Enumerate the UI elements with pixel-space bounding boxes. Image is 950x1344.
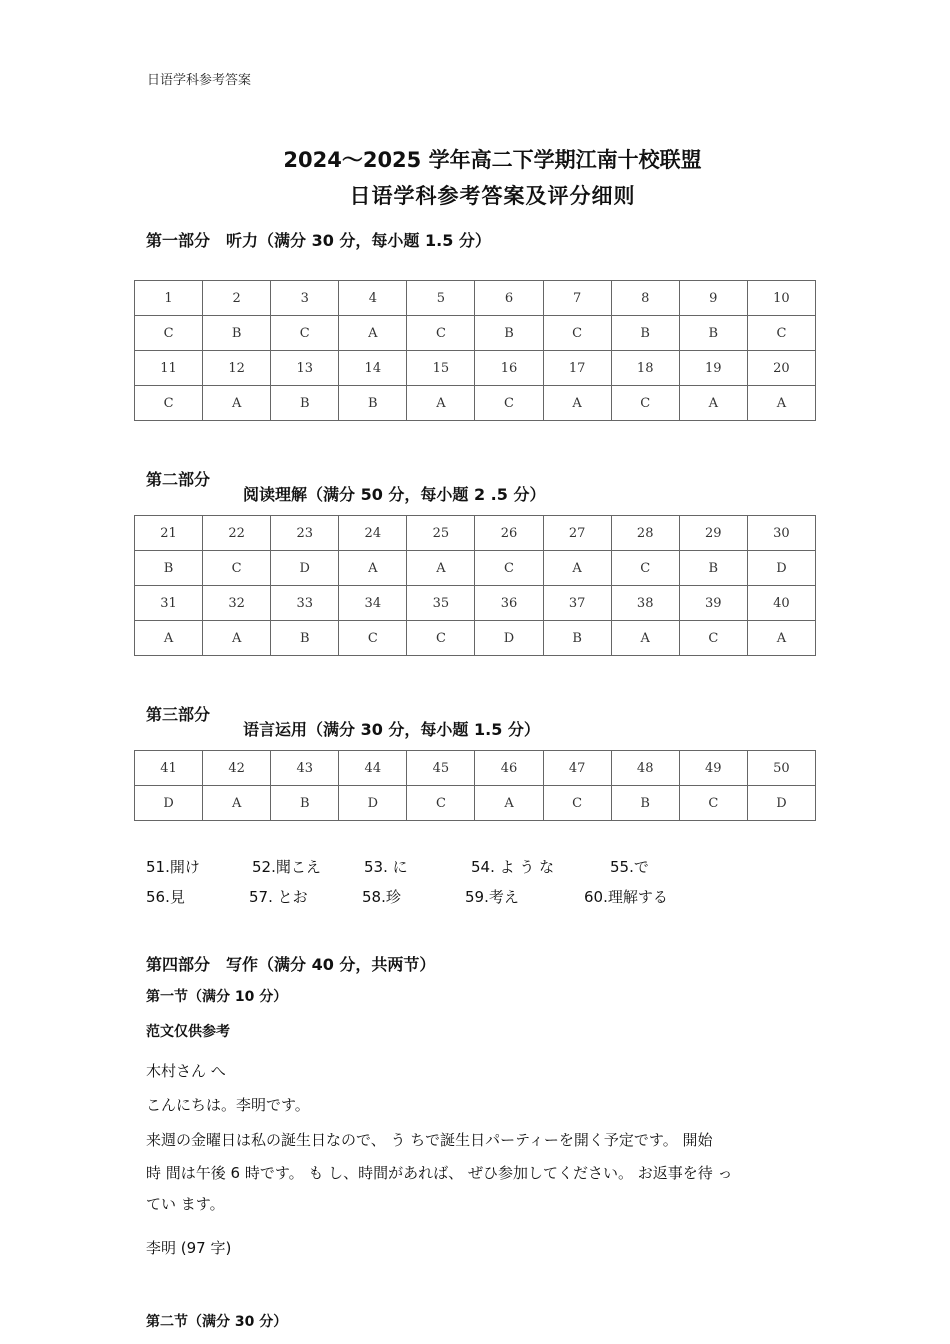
- part2-heading: 阅读理解（满分 50 分，每小题 2 .5 分）: [243, 485, 546, 504]
- answer-cell: B: [339, 386, 407, 421]
- question-number-cell: 42: [203, 751, 271, 786]
- answer-cell: B: [611, 316, 679, 351]
- answer-cell: A: [203, 786, 271, 821]
- question-number-cell: 33: [271, 586, 339, 621]
- answer-58: 58.珍: [362, 888, 401, 906]
- question-number-row: [135, 516, 816, 551]
- question-number-cell: 23: [271, 516, 339, 551]
- answer-cell: C: [135, 386, 203, 421]
- question-number-cell: 20: [747, 351, 815, 386]
- answer-cell: C: [543, 786, 611, 821]
- question-number-cell: 18: [611, 351, 679, 386]
- question-number-cell: 47: [543, 751, 611, 786]
- question-number-cell: 46: [475, 751, 543, 786]
- letter-greeting: こんにちは。李明です。: [146, 1096, 310, 1114]
- answer-cell: C: [271, 316, 339, 351]
- answer-cell: A: [407, 551, 475, 586]
- letter-line-1: 来週の金曜日は私の誕生日なので、 う ちで誕生日パーティーを開く予定です。 開始: [146, 1131, 713, 1149]
- question-number-cell: 6: [475, 281, 543, 316]
- answer-cell: D: [271, 551, 339, 586]
- part3-answer-table: [134, 750, 816, 821]
- page-subtitle: 日语学科参考答案及评分细则: [349, 184, 636, 208]
- answer-cell: A: [679, 386, 747, 421]
- answer-cell: C: [407, 621, 475, 656]
- question-number-cell: 45: [407, 751, 475, 786]
- answer-cell: D: [747, 551, 815, 586]
- answer-52: 52.聞こえ: [252, 858, 321, 876]
- answer-cell: D: [747, 786, 815, 821]
- question-number-cell: 49: [679, 751, 747, 786]
- question-number-row: [135, 281, 816, 316]
- answer-54: 54. よ う な: [471, 858, 555, 876]
- header-note: 日语学科参考答案: [147, 73, 252, 88]
- answer-cell: C: [679, 786, 747, 821]
- answer-cell: B: [271, 786, 339, 821]
- question-number-cell: 38: [611, 586, 679, 621]
- part2-label: 第二部分: [146, 470, 211, 489]
- answer-cell: C: [747, 316, 815, 351]
- question-number-cell: 35: [407, 586, 475, 621]
- question-number-cell: 34: [339, 586, 407, 621]
- question-number-cell: 31: [135, 586, 203, 621]
- answer-cell: C: [407, 786, 475, 821]
- answer-cell: A: [339, 316, 407, 351]
- answer-cell: C: [611, 386, 679, 421]
- question-number-cell: 48: [611, 751, 679, 786]
- answer-cell: C: [611, 551, 679, 586]
- section2-heading: 第二节（满分 30 分）: [146, 1314, 288, 1330]
- answer-row: [135, 386, 816, 421]
- part1-heading: 第一部分 听力（满分 30 分，每小题 1.5 分）: [146, 231, 491, 250]
- answer-cell: C: [135, 316, 203, 351]
- question-number-cell: 19: [679, 351, 747, 386]
- answer-cell: B: [611, 786, 679, 821]
- part1-answer-table: [134, 280, 816, 421]
- answer-cell: C: [679, 621, 747, 656]
- answer-60: 60.理解する: [584, 888, 668, 906]
- answer-cell: C: [203, 551, 271, 586]
- page-title: 2024～2025 学年高二下学期江南十校联盟: [283, 148, 702, 172]
- answer-cell: A: [203, 386, 271, 421]
- answer-cell: B: [543, 621, 611, 656]
- answer-cell: D: [339, 786, 407, 821]
- question-number-cell: 21: [135, 516, 203, 551]
- question-number-cell: 3: [271, 281, 339, 316]
- question-number-cell: 5: [407, 281, 475, 316]
- answer-cell: B: [475, 316, 543, 351]
- answer-cell: A: [611, 621, 679, 656]
- letter-line-3: てい ます。: [146, 1195, 225, 1213]
- answer-row: [135, 316, 816, 351]
- answer-row: [135, 551, 816, 586]
- question-number-cell: 16: [475, 351, 543, 386]
- answer-cell: A: [747, 386, 815, 421]
- sample-label: 范文仅供参考: [146, 1024, 230, 1040]
- answer-cell: D: [135, 786, 203, 821]
- question-number-cell: 24: [339, 516, 407, 551]
- answer-cell: A: [747, 621, 815, 656]
- answer-51: 51.開け: [146, 858, 200, 876]
- answer-cell: C: [475, 551, 543, 586]
- part4-heading: 第四部分 写作（满分 40 分，共两节）: [146, 955, 436, 974]
- answer-cell: D: [475, 621, 543, 656]
- question-number-cell: 43: [271, 751, 339, 786]
- question-number-cell: 1: [135, 281, 203, 316]
- answer-cell: B: [679, 551, 747, 586]
- letter-line-2: 時 間は午後 6 時です。 も し、時間があれば、 ぜひ参加してください。 お返事を待 っ: [146, 1164, 733, 1182]
- question-number-cell: 26: [475, 516, 543, 551]
- question-number-cell: 50: [747, 751, 815, 786]
- question-number-cell: 27: [543, 516, 611, 551]
- question-number-cell: 36: [475, 586, 543, 621]
- question-number-cell: 7: [543, 281, 611, 316]
- part3-label: 第三部分: [146, 705, 211, 724]
- answer-cell: B: [271, 386, 339, 421]
- question-number-cell: 10: [747, 281, 815, 316]
- question-number-cell: 32: [203, 586, 271, 621]
- answer-57: 57. とお: [249, 888, 308, 906]
- answer-cell: B: [271, 621, 339, 656]
- question-number-cell: 25: [407, 516, 475, 551]
- question-number-cell: 9: [679, 281, 747, 316]
- question-number-cell: 40: [747, 586, 815, 621]
- answer-cell: A: [543, 386, 611, 421]
- answer-cell: B: [203, 316, 271, 351]
- question-number-cell: 22: [203, 516, 271, 551]
- question-number-cell: 30: [747, 516, 815, 551]
- question-number-cell: 37: [543, 586, 611, 621]
- question-number-cell: 41: [135, 751, 203, 786]
- question-number-cell: 4: [339, 281, 407, 316]
- answer-cell: B: [679, 316, 747, 351]
- letter-salutation: 木村さん へ: [146, 1062, 226, 1080]
- question-number-cell: 28: [611, 516, 679, 551]
- question-number-cell: 8: [611, 281, 679, 316]
- answer-cell: A: [203, 621, 271, 656]
- answer-cell: A: [543, 551, 611, 586]
- question-number-row: [135, 586, 816, 621]
- answer-cell: C: [339, 621, 407, 656]
- answer-row: [135, 621, 816, 656]
- answer-cell: A: [339, 551, 407, 586]
- answer-59: 59.考え: [465, 888, 519, 906]
- question-number-cell: 44: [339, 751, 407, 786]
- answer-cell: B: [135, 551, 203, 586]
- answer-cell: C: [475, 386, 543, 421]
- answer-55: 55.で: [610, 858, 649, 876]
- question-number-row: [135, 751, 816, 786]
- part3-heading: 语言运用（满分 30 分，每小题 1.5 分）: [243, 720, 540, 739]
- question-number-cell: 13: [271, 351, 339, 386]
- question-number-cell: 12: [203, 351, 271, 386]
- question-number-cell: 29: [679, 516, 747, 551]
- question-number-cell: 15: [407, 351, 475, 386]
- answer-cell: A: [135, 621, 203, 656]
- question-number-cell: 39: [679, 586, 747, 621]
- section1-heading: 第一节（满分 10 分）: [146, 989, 288, 1005]
- answer-cell: A: [407, 386, 475, 421]
- answer-cell: A: [475, 786, 543, 821]
- letter-signature: 李明 (97 字): [146, 1239, 232, 1257]
- answer-cell: C: [543, 316, 611, 351]
- question-number-cell: 14: [339, 351, 407, 386]
- answer-cell: C: [407, 316, 475, 351]
- answer-56: 56.見: [146, 888, 185, 906]
- answer-row: [135, 786, 816, 821]
- question-number-cell: 11: [135, 351, 203, 386]
- question-number-row: [135, 351, 816, 386]
- part2-answer-table: [134, 515, 816, 656]
- answer-53: 53. に: [364, 858, 408, 876]
- question-number-cell: 2: [203, 281, 271, 316]
- question-number-cell: 17: [543, 351, 611, 386]
